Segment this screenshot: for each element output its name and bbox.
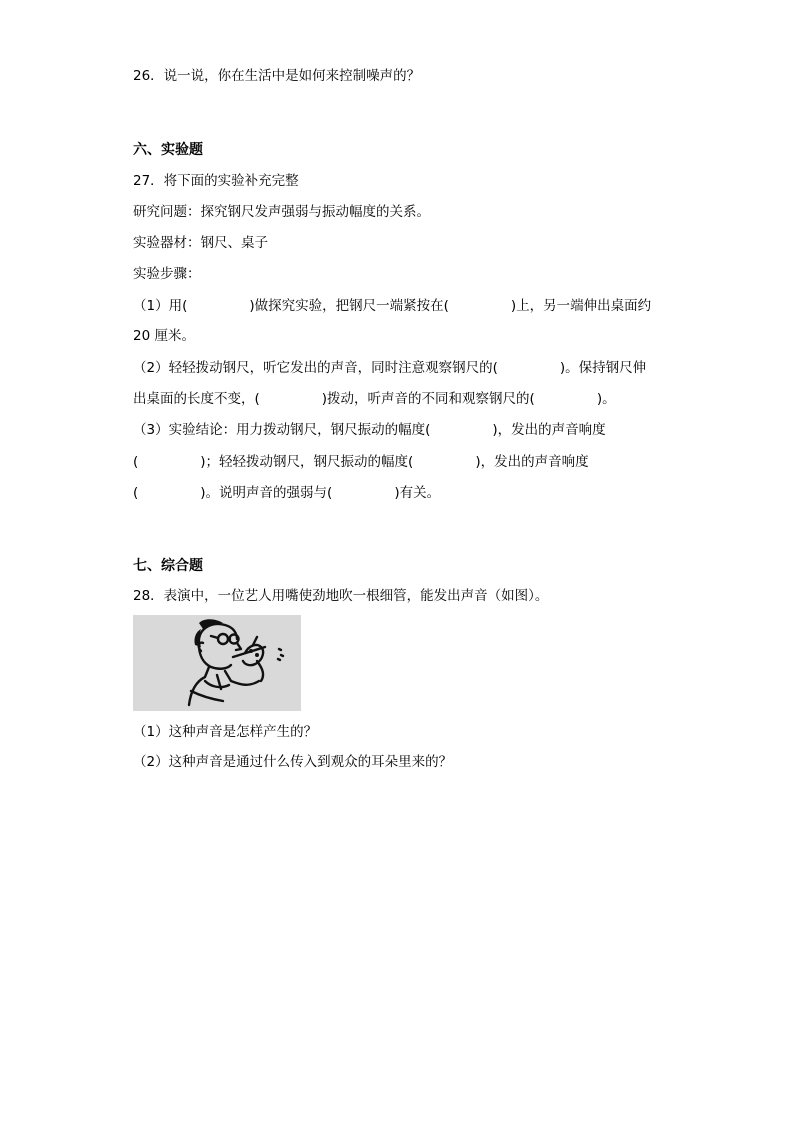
step-1-text-c: )上，另一端伸出桌面约 [510, 298, 652, 314]
performer-illustration [133, 615, 301, 711]
section-heading-comprehensive: 七、综合题 [133, 558, 203, 574]
step-2-line [133, 358, 646, 378]
step-1-line [133, 296, 651, 316]
step-2-text-b: )。保持钢尺伸 [559, 360, 647, 376]
step-3-text-c: ( [133, 454, 139, 470]
question-27-title: 27．将下面的实验补充完整 [133, 173, 299, 189]
step-2-text-c: 出桌面的长度不变，( [133, 391, 260, 407]
step-2-text-a: （2）轻轻拨动钢尺，听它发出的声音，同时注意观察钢尺的( [133, 360, 498, 376]
question-26: 26．说一说，你在生活中是如何来控制噪声的？ [133, 68, 421, 84]
step-3-cont-2 [133, 483, 440, 503]
step-1-cont: 20 厘米。 [133, 328, 195, 344]
step-3-text-b: )，发出的声音响度 [492, 422, 606, 438]
question-28-sub-1: （1）这种声音是怎样产生的？ [133, 724, 318, 740]
step-3-line [133, 420, 606, 440]
steps-label: 实验步骤： [133, 266, 201, 282]
step-3-text-h: )有关。 [394, 485, 441, 501]
question-28-sub-2: （2）这种声音是通过什么传入到观众的耳朵里来的？ [133, 754, 453, 770]
step-1-text-b: )做探究实验，把钢尺一端紧按在( [249, 298, 449, 314]
step-3-text-a: （3）实验结论：用力拨动钢尺，钢尺振动的幅度( [133, 422, 431, 438]
materials: 实验器材：钢尺、桌子 [133, 235, 268, 251]
step-1-text-a: （1）用( [133, 298, 188, 314]
step-3-text-g: )。说明声音的强弱与( [200, 485, 333, 501]
section-heading-experiment: 六、实验题 [133, 142, 203, 158]
step-3-text-f: ( [133, 485, 139, 501]
step-3-text-d: )；轻轻拨动钢尺，钢尺振动的幅度( [200, 454, 414, 470]
step-3-cont-1 [133, 452, 589, 472]
performer-blowing-tube-image [133, 615, 301, 711]
question-28-title: 28．表演中，一位艺人用嘴使劲地吹一根细管，能发出声音（如图）。 [133, 588, 549, 604]
step-3-text-e: )，发出的声音响度 [475, 454, 589, 470]
step-2-cont [133, 389, 616, 409]
step-2-text-d: )拨动，听声音的不同和观察钢尺的( [321, 391, 535, 407]
step-2-text-e: )。 [596, 391, 616, 407]
research-question: 研究问题：探究钢尺发声强弱与振动幅度的关系。 [133, 204, 430, 220]
